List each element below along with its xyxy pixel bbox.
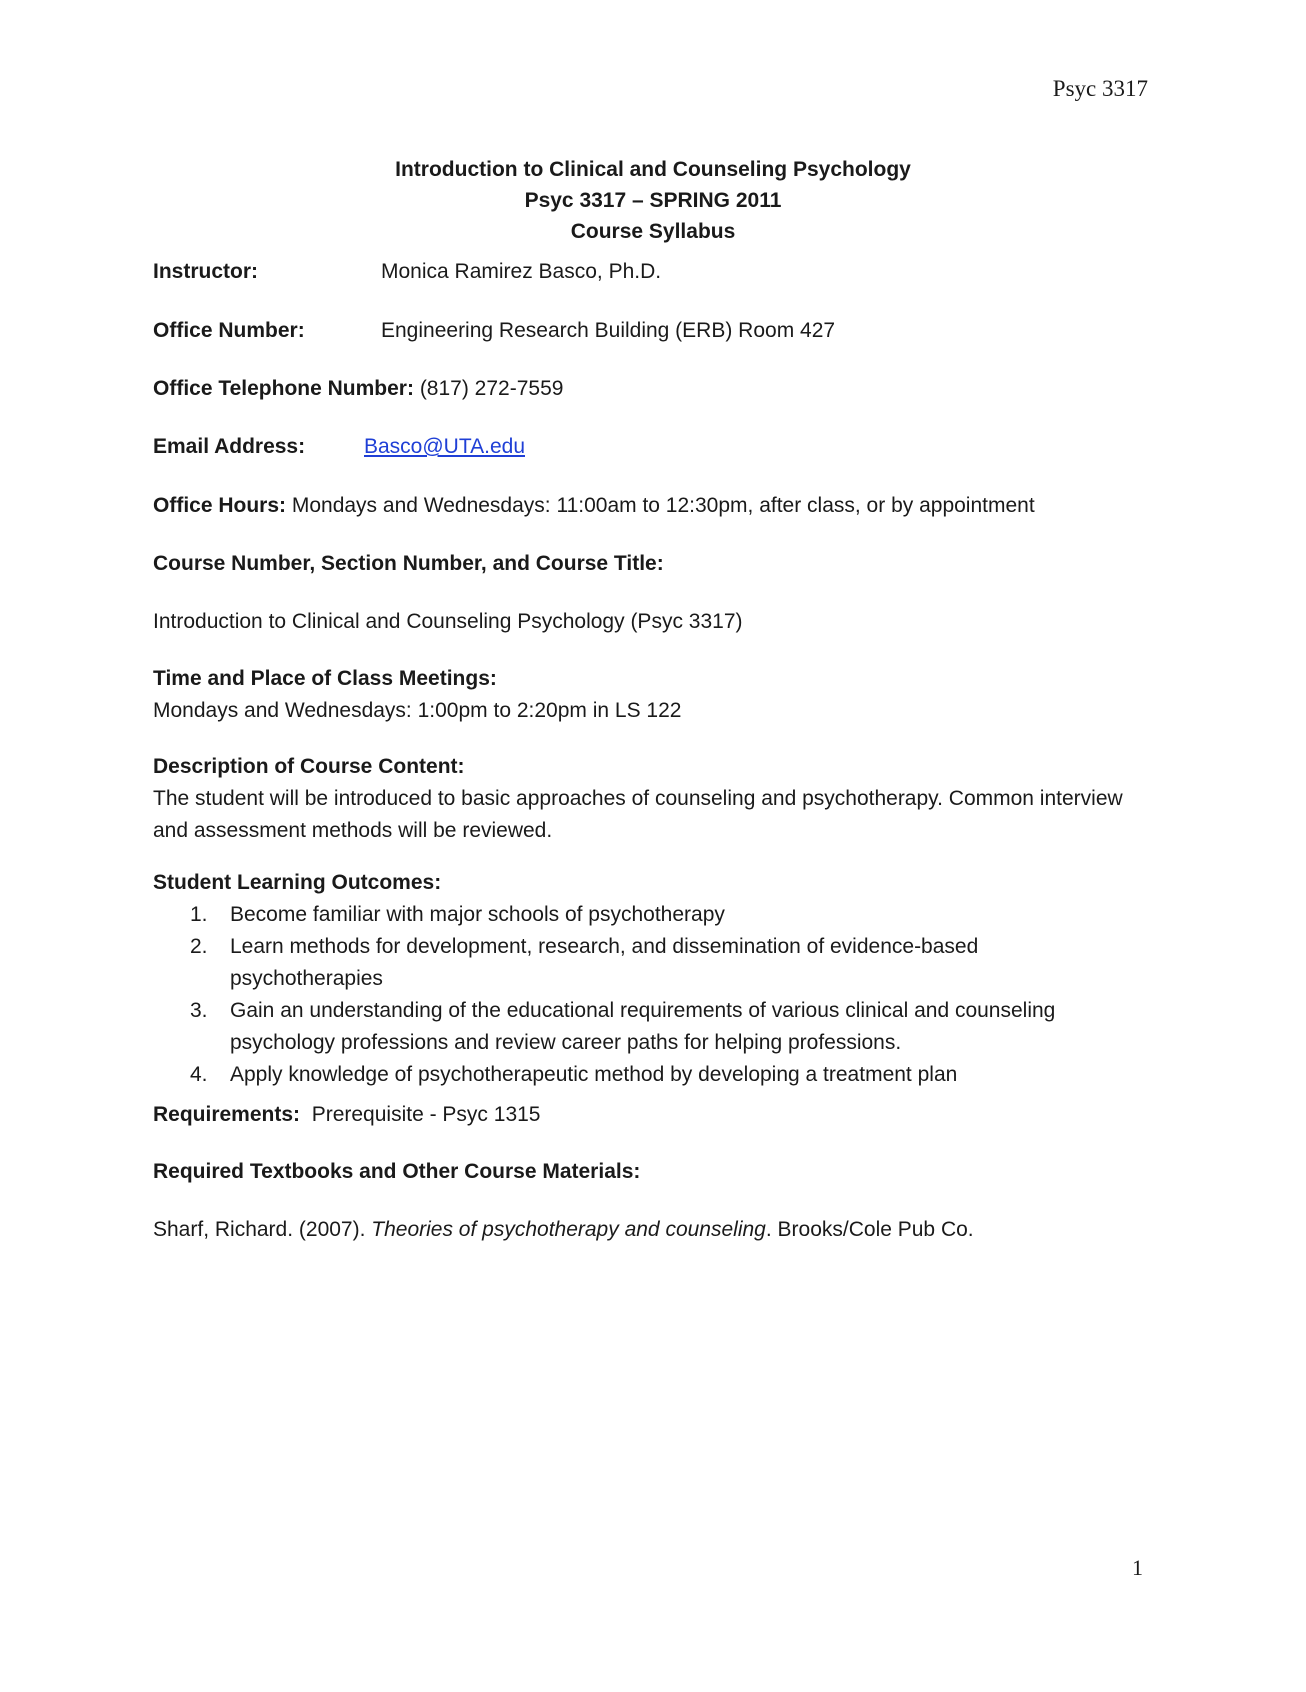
description-value: The student will be introduced to basic approaches of counseling and psychotherapy. Common interview and assessment methods will be reviewed. (153, 787, 1123, 842)
citation-publisher: . Brooks/Cole Pub Co. (765, 1218, 974, 1241)
meetings-heading: Time and Place of Class Meetings: (153, 667, 497, 690)
running-header: Psyc 3317 (1052, 76, 1148, 101)
office-hours-label: Office Hours: (153, 494, 287, 517)
title-course-name: Introduction to Clinical and Counseling Psychology (395, 158, 911, 181)
email-row (153, 431, 1153, 463)
citation-author: Sharf, Richard. (2007). (153, 1218, 372, 1241)
outcomes-section (153, 867, 1113, 1091)
meetings-section (153, 663, 1153, 727)
office-hours-value: Mondays and Wednesdays: 11:00am to 12:30pm, after class, or by appointment (286, 494, 1035, 517)
textbooks-heading: Required Textbooks and Other Course Materials: (153, 1160, 641, 1183)
instructor-row (153, 256, 1153, 288)
outcomes-list (153, 899, 1113, 1091)
document-title (0, 154, 1306, 247)
course-info-heading: Course Number, Section Number, and Course Title: (153, 552, 664, 575)
instructor-label: Instructor: (153, 260, 258, 283)
title-syllabus: Course Syllabus (570, 220, 736, 243)
office-number-value: Engineering Research Building (ERB) Room 427 (381, 319, 836, 342)
citation-title: Theories of psychotherapy and counseling (371, 1218, 766, 1241)
requirements-value: Prerequisite - Psyc 1315 (300, 1103, 541, 1126)
outcomes-heading: Student Learning Outcomes: (153, 871, 442, 894)
page-number: 1 (1132, 1555, 1143, 1580)
outcome-item: 2. Learn methods for development, research, and dissemination of evidence-based psychotherapies (190, 935, 979, 990)
office-phone-value: (817) 272-7559 (413, 377, 564, 400)
office-hours-row (153, 490, 1173, 522)
outcome-item: 3. Gain an understanding of the educational requirements of various clinical and counseling psychology professions and review career paths for helping professions. (190, 999, 1056, 1054)
office-number-row (153, 315, 1153, 347)
office-phone-label: Office Telephone Number: (153, 377, 414, 400)
meetings-value: Mondays and Wednesdays: 1:00pm to 2:20pm in LS 122 (153, 699, 682, 722)
description-heading: Description of Course Content: (153, 755, 465, 778)
textbook-citation (153, 1214, 1153, 1246)
office-phone-row (153, 373, 1153, 405)
outcome-item: 1. Become familiar with major schools of psychotherapy (190, 903, 725, 926)
outcome-item: 4. Apply knowledge of psychotherapeutic method by developing a treatment plan (190, 1063, 958, 1086)
requirements-label: Requirements: (153, 1103, 301, 1126)
office-number-label: Office Number: (153, 319, 305, 342)
email-link[interactable]: Basco@UTA.edu (364, 435, 525, 458)
requirements-row (153, 1099, 1153, 1131)
email-label: Email Address: (153, 435, 306, 458)
title-course-term: Psyc 3317 – SPRING 2011 (524, 189, 782, 212)
course-info-value: Introduction to Clinical and Counseling Psychology (Psyc 3317) (153, 610, 743, 633)
description-section (153, 751, 1143, 847)
instructor-value: Monica Ramirez Basco, Ph.D. (381, 260, 662, 283)
